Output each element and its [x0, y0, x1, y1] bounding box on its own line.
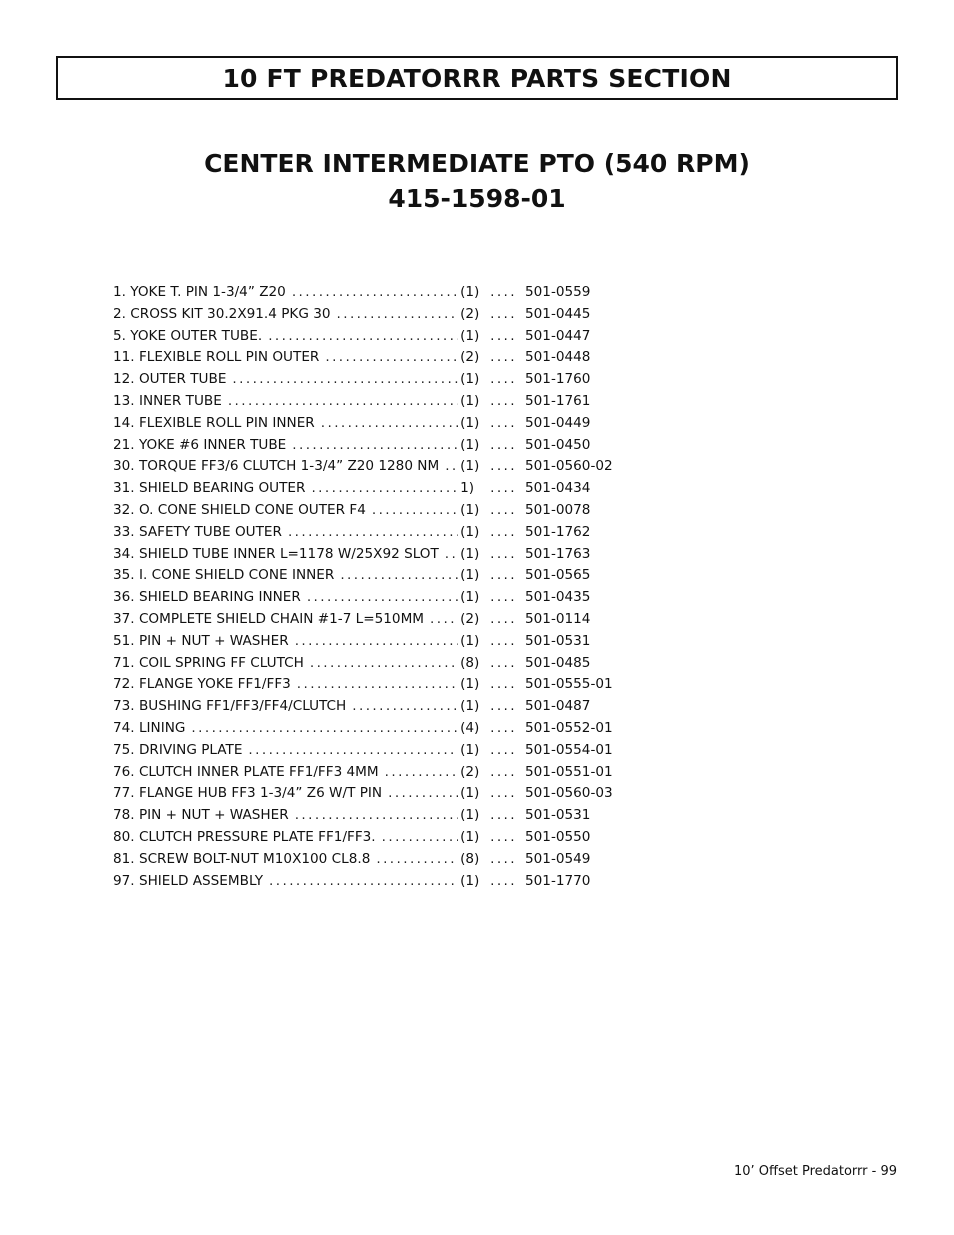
part-quantity: (8): [460, 654, 480, 671]
part-description: 37. COMPLETE SHIELD CHAIN #1-7 L=510MM: [113, 610, 425, 627]
list-item: [113, 393, 633, 415]
part-number: 501-0447: [525, 327, 591, 344]
dot-leader: [321, 415, 458, 431]
dot-separator: [490, 764, 517, 780]
part-quantity: (1): [460, 785, 480, 802]
dot-leader: [269, 873, 458, 889]
part-number: 501-0450: [525, 436, 591, 453]
dot-separator: [490, 698, 517, 714]
dot-separator: [490, 415, 517, 431]
part-number: 501-0449: [525, 414, 591, 431]
part-number: 501-0549: [525, 850, 591, 867]
part-number: 501-0078: [525, 501, 591, 518]
dot-leader: [311, 480, 458, 496]
part-description: 75. DRIVING PLATE: [113, 741, 243, 758]
dot-leader: [295, 633, 458, 649]
list-item: [113, 546, 633, 568]
part-description: 1. YOKE T. PIN 1-3/4” Z20: [113, 284, 286, 300]
list-item: [113, 655, 633, 677]
dot-separator: [490, 676, 517, 692]
dot-separator: [490, 829, 517, 845]
part-description: 51. PIN + NUT + WASHER: [113, 632, 289, 649]
part-number: 501-1762: [525, 523, 591, 540]
dot-leader: [297, 676, 458, 692]
list-item: [113, 284, 633, 306]
part-description: 97. SHIELD ASSEMBLY: [113, 872, 264, 889]
part-description: 2. CROSS KIT 30.2X91.4 PKG 30: [113, 305, 331, 322]
dot-leader: [310, 655, 458, 671]
dot-leader: [295, 807, 458, 823]
dot-separator: [490, 306, 517, 322]
part-description: 21. YOKE #6 INNER TUBE: [113, 436, 287, 453]
part-number: 501-0434: [525, 480, 591, 497]
parts-list: [113, 284, 633, 894]
section-banner: [56, 56, 898, 100]
part-quantity: (1): [460, 436, 480, 453]
part-quantity: (1): [460, 371, 480, 388]
part-quantity: (1): [460, 392, 480, 409]
dot-leader: [445, 458, 458, 474]
dot-separator: [490, 720, 517, 736]
list-item: [113, 764, 633, 786]
part-number: 501-0531: [525, 807, 591, 824]
part-quantity: (4): [460, 719, 480, 736]
dot-separator: [490, 567, 517, 583]
part-description: 81. SCREW BOLT-NUT M10X100 CL8.8: [113, 850, 371, 867]
part-description: 31. SHIELD BEARING OUTER: [113, 480, 306, 497]
dot-leader: [268, 328, 458, 344]
part-description: 34. SHIELD TUBE INNER L=1178 W/25X92 SLOT: [113, 545, 439, 562]
part-description: 5. YOKE OUTER TUBE.: [113, 327, 263, 344]
part-description: 36. SHIELD BEARING INNER: [113, 589, 301, 606]
dot-separator: [490, 371, 517, 387]
part-quantity: (1): [460, 807, 480, 824]
dot-leader: [340, 567, 458, 583]
part-number: 501-0555-01: [525, 676, 613, 693]
part-quantity: (1): [460, 327, 480, 344]
dot-leader: [288, 524, 458, 540]
part-description: 11. FLEXIBLE ROLL PIN OUTER: [113, 349, 320, 366]
list-item: [113, 437, 633, 459]
dot-separator: [490, 393, 517, 409]
dot-leader: [376, 851, 458, 867]
part-number: 501-0554-01: [525, 741, 613, 758]
part-quantity: (1): [460, 501, 480, 518]
dot-separator: [490, 437, 517, 453]
list-item: [113, 480, 633, 502]
list-item: [113, 567, 633, 589]
dot-separator: [490, 611, 517, 627]
assembly-title: [0, 146, 954, 216]
part-description: 14. FLEXIBLE ROLL PIN INNER: [113, 414, 315, 431]
part-quantity: (1): [460, 545, 480, 562]
dot-separator: [490, 589, 517, 605]
dot-separator: [490, 633, 517, 649]
dot-separator: [490, 655, 517, 671]
list-item: [113, 349, 633, 371]
dot-separator: [490, 742, 517, 758]
list-item: [113, 502, 633, 524]
dot-separator: [490, 284, 517, 300]
list-item: [113, 698, 633, 720]
part-number: 501-0485: [525, 654, 591, 671]
part-number: 501-0565: [525, 567, 591, 584]
part-number: 501-0550: [525, 828, 591, 845]
list-item: [113, 633, 633, 655]
part-quantity: (1): [460, 523, 480, 540]
dot-separator: [490, 480, 517, 496]
dot-leader: [191, 720, 458, 736]
dot-separator: [490, 328, 517, 344]
part-number: 501-0552-01: [525, 719, 613, 736]
list-item: [113, 807, 633, 829]
part-number: 501-0551-01: [525, 763, 613, 780]
part-number: 501-0435: [525, 589, 591, 606]
part-quantity: (2): [460, 349, 480, 366]
dot-leader: [325, 349, 458, 365]
list-item: [113, 611, 633, 633]
part-description: 71. COIL SPRING FF CLUTCH: [113, 654, 304, 671]
assembly-part-number: 415-1598-01: [388, 184, 566, 213]
list-item: [113, 415, 633, 437]
part-quantity: (1): [460, 676, 480, 693]
part-number: 501-1770: [525, 872, 591, 889]
list-item: [113, 589, 633, 611]
part-quantity: (1): [460, 698, 480, 715]
part-description: 78. PIN + NUT + WASHER: [113, 807, 289, 824]
list-item: [113, 371, 633, 393]
part-number: 501-1761: [525, 392, 591, 409]
part-quantity: (1): [460, 632, 480, 649]
dot-separator: [490, 349, 517, 365]
dot-separator: [490, 546, 517, 562]
part-description: 80. CLUTCH PRESSURE PLATE FF1/FF3.: [113, 828, 376, 845]
dot-leader: [382, 829, 458, 845]
part-number: 501-1763: [525, 545, 591, 562]
part-description: 32. O. CONE SHIELD CONE OUTER F4: [113, 501, 366, 518]
list-item: [113, 306, 633, 328]
page-footer: 10’ Offset Predatorrr - 99: [733, 1164, 897, 1179]
list-item: [113, 328, 633, 350]
dot-leader: [388, 785, 458, 801]
list-item: [113, 720, 633, 742]
dot-leader: [292, 437, 458, 453]
dot-leader: [352, 698, 458, 714]
list-item: [113, 785, 633, 807]
part-number: 501-0114: [525, 610, 591, 627]
dot-separator: [490, 502, 517, 518]
part-description: 30. TORQUE FF3/6 CLUTCH 1-3/4” Z20 1280 NM: [113, 458, 440, 475]
part-quantity: (1): [460, 872, 480, 889]
part-number: 501-0560-02: [525, 458, 613, 475]
part-number: 501-0445: [525, 305, 591, 322]
part-number: 501-1760: [525, 371, 591, 388]
dot-separator: [490, 458, 517, 474]
part-quantity: (1): [460, 414, 480, 431]
part-description: 72. FLANGE YOKE FF1/FF3: [113, 676, 291, 693]
dot-separator: [490, 785, 517, 801]
part-description: 13. INNER TUBE: [113, 392, 222, 409]
dot-separator: [490, 807, 517, 823]
part-quantity: (1): [460, 741, 480, 758]
dot-leader: [385, 764, 458, 780]
part-description: 12. OUTER TUBE: [113, 371, 227, 388]
list-item: [113, 676, 633, 698]
dot-separator: [490, 873, 517, 889]
part-number: 501-0531: [525, 632, 591, 649]
dot-leader: [430, 611, 458, 627]
part-description: 33. SAFETY TUBE OUTER: [113, 523, 282, 540]
dot-leader: [445, 546, 458, 562]
part-quantity: (8): [460, 850, 480, 867]
dot-leader: [232, 371, 458, 387]
part-quantity: (1): [460, 458, 480, 475]
dot-leader: [248, 742, 458, 758]
part-description: 74. LINING: [113, 719, 186, 736]
dot-leader: [307, 589, 458, 605]
part-quantity: (2): [460, 610, 480, 627]
dot-separator: [490, 524, 517, 540]
part-number: 501-0560-03: [525, 785, 613, 802]
part-quantity: (1): [460, 567, 480, 584]
list-item: [113, 742, 633, 764]
dot-leader: [337, 306, 459, 322]
part-description: 77. FLANGE HUB FF3 1-3/4” Z6 W/T PIN: [113, 785, 383, 802]
list-item: [113, 851, 633, 873]
part-quantity: (1): [460, 589, 480, 606]
section-title: 10 FT PREDATORRR PARTS SECTION: [222, 63, 732, 93]
part-description: 73. BUSHING FF1/FF3/FF4/CLUTCH: [113, 698, 347, 715]
list-item: [113, 458, 633, 480]
part-number: 501-0448: [525, 349, 591, 366]
list-item: [113, 829, 633, 851]
dot-leader: [292, 284, 458, 300]
dot-leader: [372, 502, 458, 518]
part-quantity: (1): [460, 828, 480, 845]
list-item: [113, 524, 633, 546]
dot-separator: [490, 851, 517, 867]
dot-leader: [228, 393, 458, 409]
part-description: 76. CLUTCH INNER PLATE FF1/FF3 4MM: [113, 763, 379, 780]
part-description: 35. I. CONE SHIELD CONE INNER: [113, 567, 335, 584]
part-quantity: 1): [460, 480, 475, 497]
part-quantity: (2): [460, 763, 480, 780]
part-number: 501-0559: [525, 284, 591, 300]
part-quantity: (1): [460, 284, 480, 300]
assembly-name: CENTER INTERMEDIATE PTO (540 RPM): [204, 149, 750, 178]
list-item: [113, 873, 633, 895]
part-quantity: (2): [460, 305, 480, 322]
part-number: 501-0487: [525, 698, 591, 715]
